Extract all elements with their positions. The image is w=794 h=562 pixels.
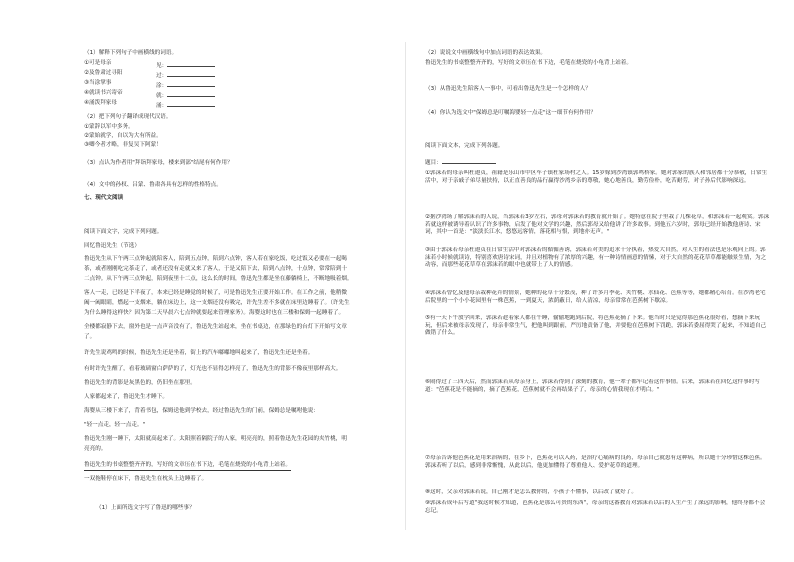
q2-item: ③卿今者才略，非复吴下阿蒙！ [84, 142, 162, 148]
word-key: 见： [156, 60, 215, 71]
paragraph: ⑦母亲告诉他芭蕉花是用来治病的，在乡下，芭蕉花可以入药，是治疗心痛病的良药，母亲自己就患有这种病，所以她十分珍惜这株芭蕉。郭沫若听了以后，感到非常惭愧，从此以后，他更加懂得了尊重他人、爱护花草的道理。 [425, 455, 766, 469]
paragraph: ⑤有一天下午放学回来，郭沫若趁着家人都在午睡，偷偷地跑到后院，将芭蕉花摘了下来。他当时只是觉得那芭蕉花很好看，想摘下来玩玩，但后来被母亲发现了，母亲非常生气，把他叫到跟前，严厉地责备了他，并要他在芭蕉树下罚跪，郭沫若委屈得哭了起来，不知道自己做错了什么。 [425, 315, 767, 337]
article-line: 许先生说鸡鸣的时候，鲁迅先生还是坐着，街上的汽车嘟嘟地叫起来了，鲁迅先生还是坐着。 [84, 350, 314, 356]
article-line: 亮亮的。 [84, 446, 107, 452]
article-title: 回忆鲁迅先生（节选） [84, 243, 140, 249]
word-key: 过： [156, 70, 215, 81]
section-heading: 七、现代文阅读 [84, 195, 124, 201]
left-column [84, 0, 380, 562]
word-item: ②及鲁肃过寻阳 [84, 70, 123, 76]
quoted-sentence: 鲁迅先生的书桌整整齐齐的，写好的文章压在书下边，毛笔在烧瓷的小龟背上站着。 [425, 60, 632, 66]
article-line: 二点钟。从下午两三点钟起，陪到夜里十二点，这么长的时间，鲁迅先生都是坐在藤躺椅上，不断地吸着烟。 [84, 276, 353, 282]
word-item: ④涌泼拜家母 [84, 100, 117, 106]
topic-label: 题目： [425, 157, 496, 168]
word-item: ④就读书兴寄帝 [84, 90, 123, 96]
paragraph: ①郭沫若的母亲叫杜遨贞，祖籍是乐山市中区车子镇杜家场村之人。15岁嫁到沙湾镇郭鸣桥家。她对郭家的族人和邻居都十分恭敬，日常生活中，对于亲戚子弟尽量扶持，以正直善良的品行赢得沙湾乡亲的尊敬，她心地善良，勤劳俭朴，吃苦耐劳，对子孙后代影响深远。 [425, 170, 768, 184]
article-line: 了。 [84, 334, 96, 340]
word-key: 涂： [156, 80, 215, 91]
q3: （3）点认为作者用"拜诣拜家母，楼来到部"结尾有何作用？ [84, 160, 233, 166]
q1-title: （1）解释下列句子中画横线的词语。 [84, 50, 178, 56]
read-instruction: 阅读下面文本，完成下列各题。 [425, 143, 504, 149]
word-key: 涌： [156, 100, 215, 111]
article-line: 为什么睡得这样快？因为第二天早晨六七点钟就要起来管理家务）。海婴这时也在三楼和保姆一起睡着了。 [84, 310, 345, 316]
article-line: 人家都起来了，鲁迅先生才睡下。 [84, 394, 168, 400]
paragraph: ②据沙湾场了解郭沫若的人说，当郭沫若3岁左右，郭母对郭沫若的教育就开始了。她特意在院子里栽了几棵花草，和郭沫若一起观赏。郭沫若就这样被诱导着认识了许多事物，启发了他对文学的兴趣，然后郭母又给他讲了许多故事。到他五六岁时，郭母已经开始教他唐诗、宋词，其中一首是："淡淡长江水，悠悠远客情，落花相与恨，到地亦无声。" [425, 214, 770, 236]
article-line: 全楼都寂静下去，窗外也是一点声音没有了，鲁迅先生站起来，坐在书桌边，在那绿色的台灯下开始写文章 [84, 324, 347, 330]
paragraph: ⑥闹得过了三四天后，然而郭沫若从母亲身上，郭沫若得到了深刻的教育，他一辈子都牢记着这件事情。后来，郭沫若在回忆这件事时写道："芭蕉花是不能摘的，摘了芭蕉花，芭蕉树就不会再结果子了，母亲的心情我现在才明白。" [425, 379, 761, 393]
word-item: ③当涂掌事 [84, 80, 112, 86]
q2-item: ②蒙始就学，自以为大有所益。 [84, 133, 162, 139]
answer-blank[interactable] [167, 60, 215, 67]
answer-blank[interactable] [167, 70, 215, 77]
article-line: 有时许先生醒了，看着玻璃窗白萨萨的了，灯光也不显得怎样亮了，鲁迅先生的背影不像夜里那样高大。 [84, 366, 342, 372]
underlined-sentence: 鲁迅先生的书桌整整齐齐的，写好的文章压在书下边，毛笔在烧瓷的小龟背上站着。 [84, 462, 291, 471]
paragraph: ④郭沫若曾忆及他母亲栽种花卉的情景，她种的花草十分繁茂，种了许多月季花、夹竹桃、水仙花、芭蕉等等，她都精心培育。在沙湾老宅后院里的一个小小花园里有一株芭蕉，一到夏天，浓荫蔽日，给人清凉，母亲常常在芭蕉树下歇凉。 [425, 290, 766, 304]
read-instruction: 阅读下面文字，完成下列问题。 [84, 229, 163, 235]
article-line: 客人一走，已经是下半夜了，本来已经是睡觉的时候了，可是鲁迅先生正要开始工作。在工作之前，他稍微 [84, 290, 347, 296]
answer-blank[interactable] [167, 80, 215, 87]
answer-blank[interactable] [167, 100, 215, 107]
article-line: 鲁迅先生从下午两三点钟起就陪客人，陪到五点钟，陪到六点钟，客人若在家吃饭，吃过饭又必要在一起喝 [84, 256, 347, 262]
q2-title: （2）把下列句子翻译成现代汉语。 [84, 114, 172, 120]
article-line: 茶，或者刚刚吃完茶走了，或者还没有走就又来了客人，于是又陪下去，陪到八点钟，十点钟，常常陪到十 [84, 266, 347, 272]
q2-item: ①蒙辞以军中多务。 [84, 124, 134, 130]
sub-question-1: （1）上面所选文字写了鲁迅的哪些事？ [96, 505, 195, 511]
paragraph: ③由于郭沫若母亲杜遨贞在日常生活中对郭沫若的循循善诱，郭沫若对美的追求十分执着，热爱大自然，对人生的看法也是乐观向上的。郭沫若小时候就读诗，特别喜欢唐诗宋词，并且对植物有了浓厚的兴趣，有一种诗情画意的情愫，对于大自然的花花草草都能触景生情，为之动容，而那些花花草草在郭沫若的眼中也就带上了人的情感。 [425, 247, 767, 269]
word-key: 就： [156, 90, 215, 101]
paragraph: ⑧这时，父亲对郭沫若说，自己刚才是怎么教你的，小孩子不懂事，以后改了就好了。 [425, 489, 637, 495]
topic-blank[interactable] [442, 157, 496, 164]
q4: （4）文中的孙权、吕蒙、鲁肃各具有怎样的性格特点。 [84, 182, 222, 188]
word-item: ①可是母亲 [84, 60, 112, 66]
sub-question-2: （2）说说文中画横线句中加点词语的表达效果。 [425, 50, 547, 56]
answer-blank[interactable] [167, 90, 215, 97]
right-column [425, 0, 770, 562]
article-line: 一双拖鞋停在床下，鲁迅先生在枕头上边睡着了。 [84, 476, 208, 482]
article-line: 海婴从三楼下来了，背着书包，保姆送他到学校去，经过鲁迅先生的门前，保姆总是嘱咐他说： [84, 408, 319, 414]
paragraph: ⑨郭沫若成年后写道"我这时候才知道，芭蕉花是那么可贵的东西"，母亲的这番教育对郭沫若以后的人生产生了深远的影响，他终身都不会忘记。 [425, 500, 766, 514]
sub-question-4: （4）你认为选文中"保姆总是叮嘱海婴轻一点走"这一细节有何作用？ [425, 110, 596, 116]
article-line: 鲁迅先生的背影是灰黑色的，仍旧坐在那里。 [84, 380, 196, 386]
article-line: 鲁迅先生刚一睡下，太阳就高起来了。太阳照着隔院子的人家，明亮亮的，照着鲁迅先生花园的夹竹桃，明 [84, 436, 347, 442]
article-line: 阖一阖眼睛，燃起一支烟来，躺在床边上，这一支烟还没有吸完，许先生差不多就在床里边睡着了。（许先生 [84, 300, 350, 306]
article-line: "轻一点走，轻一点走。" [84, 422, 146, 428]
column-divider [405, 42, 406, 530]
sub-question-3: （3）从鲁迅先生陪客人一事中，可看出鲁迅先生是一个怎样的人？ [425, 86, 591, 92]
